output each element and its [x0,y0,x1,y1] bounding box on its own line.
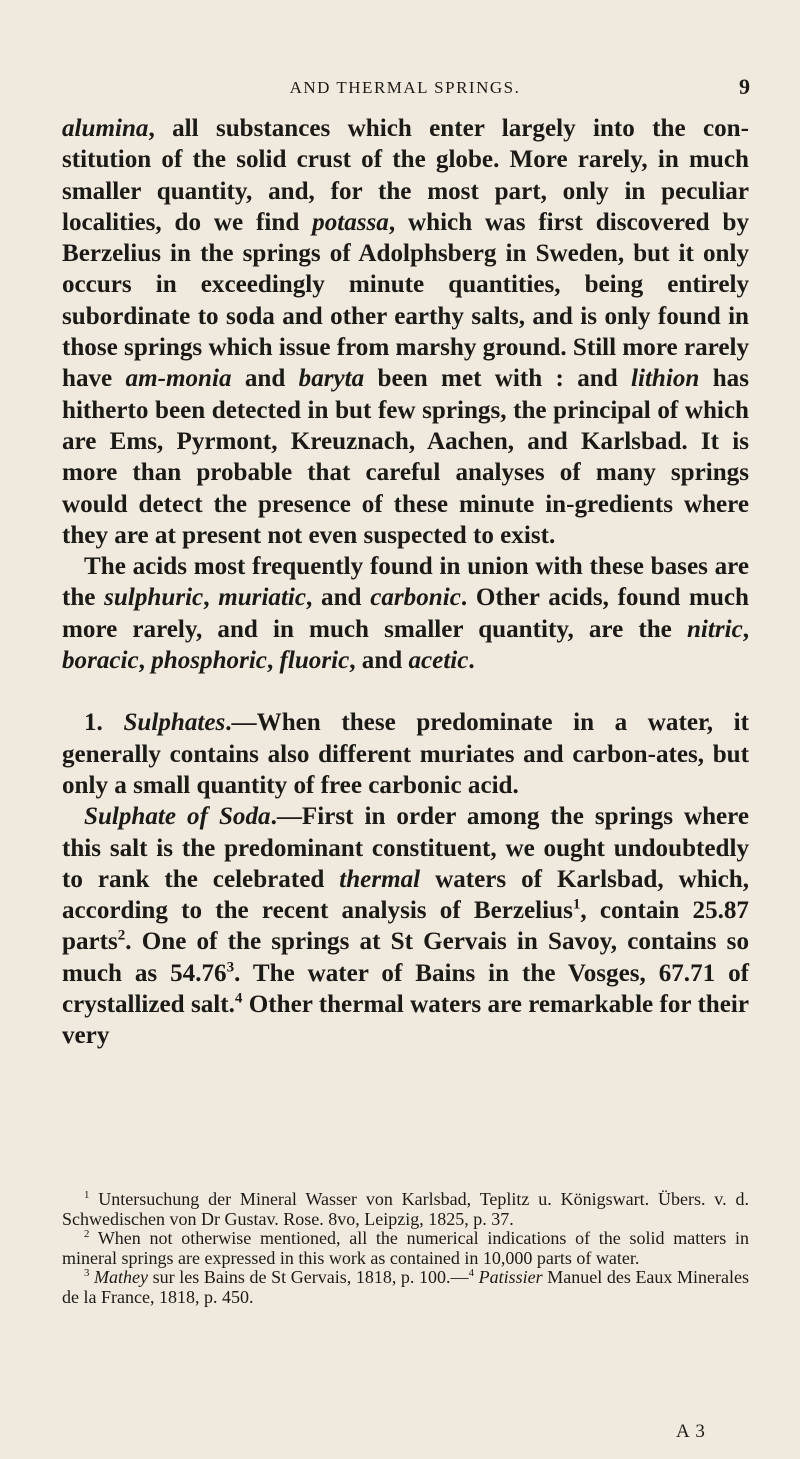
text-span: .—When these predominate in a water, it generally contains also different muriates and carbon-ates, but only a small quantity of free carbonic acid. [62,709,750,799]
text-span: . [468,647,475,675]
text-span: , [138,647,152,675]
term-nitric: nitric [686,615,743,643]
running-title: AND THERMAL SPRINGS. [289,78,521,97]
footnote-ref-1: 1 [572,896,581,913]
term-fluoric: fluoric [279,647,350,675]
footnote-3-4 [62,1268,749,1307]
footnote-text: Manuel des Eaux Minerales de la France, 1818, p. 450. [62,1267,750,1307]
subheading-sulphate-of-soda: Sulphate of Soda [84,803,271,831]
footnote-2 [62,1229,749,1268]
term-ammonia: am-monia [125,365,232,393]
footnote-ref-2: 2 [117,928,126,945]
term-carbonic: carbonic [370,584,461,612]
text-span: been met with : and [364,365,632,393]
paragraph-acids [62,551,749,676]
section-heading-sulphates: Sulphates [123,709,226,737]
text-span: , which was first discovered by Berzelius in the springs of Adolphsberg in Sweden, but it only occurs in exceedingly minute quantities, being entirely subordinate to soda and other earthy salts, and is only found in those springs which issue from marshy ground. Still more rarely have [62,208,750,393]
text-span: Other thermal waters are remarkable for their very [62,991,749,1050]
body-text [62,113,749,1052]
footnote-author: Patissier [478,1267,543,1287]
term-phosphoric: phosphoric [151,647,267,675]
footnotes [62,1190,749,1307]
footnote-mark: 3 [84,1267,90,1279]
text-span: , and [306,584,371,612]
text-span: and [231,365,299,393]
running-head [60,44,750,99]
text-span: , [266,647,280,675]
footnote-1 [62,1190,749,1229]
paragraph-alumina [62,113,749,551]
paragraph-sulphates [62,707,749,801]
text-span: .—First in order among the springs where this salt is the predominant constituent, we ought undoubtedly to rank the celebrated [62,803,750,893]
term-muriatic: muriatic [218,584,307,612]
footnote-mark: 2 [84,1228,90,1240]
text-span: . One of the springs at St Gervais in Savoy, contains so much as 54.76 [62,928,749,987]
text-span: , and [349,647,409,675]
footnote-text: Untersuchung der Mineral Wasser von Karlsbad, Teplitz u. Königswart. Übers. v. d. Schwedischen von Dr Gustav. Rose. 8vo, Leipzig, 1825, p. 37. [62,1189,749,1229]
footnote-mark: 1 [84,1189,90,1201]
term-baryta: baryta [298,365,365,393]
text-span: . Other acids, found much more rarely, and in much smaller quantity, are the [62,584,750,643]
term-sulphuric: sulphuric [104,584,204,612]
text-span: , [742,615,749,643]
term-acetic: acetic [408,647,469,675]
text-span: waters of Karlsbad, which, according to the recent analysis of Berzelius [62,865,749,925]
page-number: 9 [739,74,750,99]
term-potassa: potassa [312,208,389,236]
signature-mark: A 3 [676,1421,706,1442]
footnote-text: When not otherwise mentioned, all the numerical indications of the solid matters in mineral springs are expressed in this work as contained in 10,000 parts of water. [62,1228,749,1268]
term-alumina: alumina [62,115,149,142]
text-span: , [203,584,219,612]
footnote-text: sur les Bains de St Gervais, 1818, p. 100.— [148,1267,469,1287]
text-span: has hitherto been detected in but few springs, the principal of which are Ems, Pyrmont, Kreuznach, Aachen, and Karlsbad. It is more than probable that careful analyses of many springs would detect the presence of these minute in-gredients where they are at present not even suspected to exist. [62,365,749,549]
section-number: 1. [84,709,124,737]
text-span: . The water of Bains in the Vosges, 67.71 of crystallized salt. [62,959,750,1019]
term-thermal: thermal [339,865,421,893]
footnote-ref-4: 4 [234,990,243,1007]
footnote-author: Mathey [94,1267,149,1287]
text-span: , all substances which enter largely into the con-stitution of the solid crust of the globe. More rarely, in much smaller quantity, and, for the most part, only in peculiar localities, do we find [62,115,749,236]
footnote-ref-3: 3 [226,959,235,976]
term-boracic: boracic [62,647,139,675]
text-span: , contain 25.87 parts [62,897,749,956]
footnote-mark: 4 [468,1267,474,1279]
text-span: The acids most frequently found in union with these bases are the [62,553,749,612]
paragraph-sulphate-of-soda [62,801,749,1051]
term-lithion: lithion [631,365,700,393]
